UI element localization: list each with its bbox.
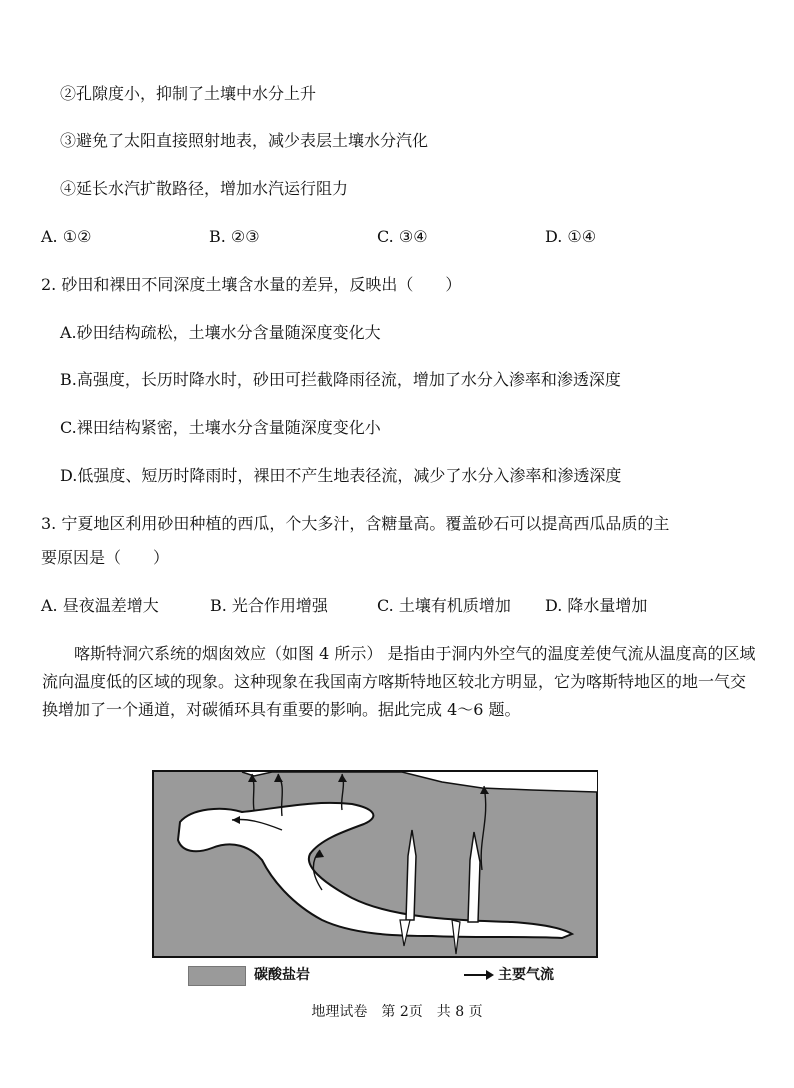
legend-rock-swatch (188, 966, 246, 986)
q2-option-c[interactable]: C.裸田结构紧密，土壤水分含量随深度变化小 (60, 418, 381, 437)
passage-text: 喀斯特洞穴系统的烟囱效应（如图 4 所示） 是指由于洞内外空气的温度差使气流从温度高的区域流向温度低的区域的现象。这种现象在我国南方喀斯特地区较北方明显，它为喀斯特地区的地一气交换增加了一个通道，对碳循环具有重要的影响。据此完成 4～6 题。 (42, 644, 756, 719)
legend-rock-label: 碳酸盐岩 (254, 967, 310, 983)
q2-option-d[interactable]: D.低强度、短历时降雨时，裸田不产生地表径流，减少了水分入渗率和渗透深度 (60, 466, 622, 485)
q3-option-b[interactable]: B. 光合作用增强 (210, 596, 328, 615)
q1-statement-2: ②孔隙度小，抑制了土壤中水分上升 (60, 84, 317, 103)
arrow-icon (464, 969, 494, 981)
q3-stem-line-1: 3. 宁夏地区利用砂田种植的西瓜，个大多汁，含糖量高。覆盖砂石可以提高西瓜品质的主 (41, 514, 670, 533)
q3-option-d[interactable]: D. 降水量增加 (545, 596, 648, 615)
q2-option-a[interactable]: A.砂田结构疏松，土壤水分含量随深度变化大 (60, 323, 381, 342)
cave-diagram (152, 770, 598, 958)
page-footer: 地理试卷 第 2页 共 8 页 (311, 1004, 483, 1020)
q1-statement-4: ④延长水汽扩散路径，增加水汽运行阻力 (60, 179, 349, 198)
q2-option-b[interactable]: B.高强度，长历时降水时，砂田可拦截降雨径流，增加了水分入渗率和渗透深度 (60, 370, 621, 389)
q1-option-b[interactable]: B. ②③ (209, 227, 260, 246)
q1-option-d[interactable]: D. ①④ (545, 227, 597, 246)
q1-option-a[interactable]: A. ①② (41, 227, 92, 246)
q1-statement-3: ③避免了太阳直接照射地表，减少表层土壤水分汽化 (60, 131, 429, 150)
q3-option-a[interactable]: A. 昼夜温差增大 (41, 596, 159, 615)
q3-stem-line-2: 要原因是（ ） (41, 548, 170, 567)
q3-option-c[interactable]: C. 土壤有机质增加 (377, 596, 511, 615)
q1-option-c[interactable]: C. ③④ (377, 227, 428, 246)
q2-stem: 2. 砂田和裸田不同深度土壤含水量的差异，反映出（ ） (41, 275, 462, 294)
legend-flow-label: 主要气流 (498, 967, 554, 983)
